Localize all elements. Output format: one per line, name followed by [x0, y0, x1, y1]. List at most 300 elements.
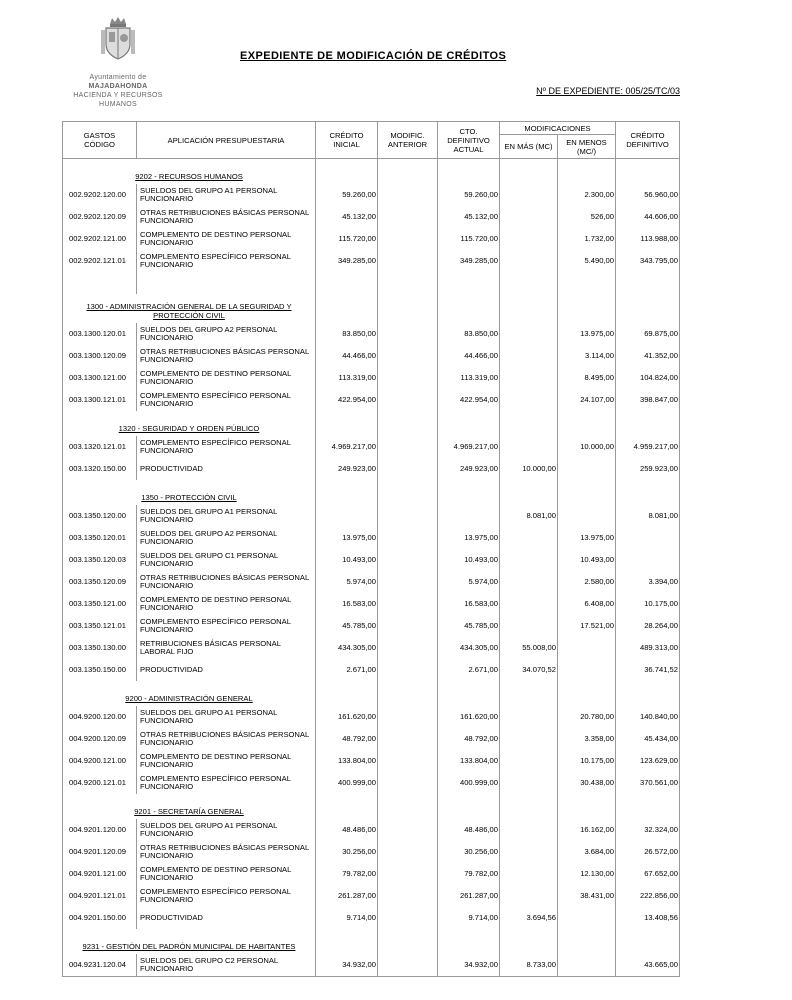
section-row	[63, 159, 680, 185]
row-cto-definitivo: 400.999,00	[438, 772, 500, 794]
table-row	[63, 841, 680, 863]
row-modific-anterior	[378, 206, 438, 228]
row-en-mas	[500, 593, 558, 615]
row-en-mas	[500, 571, 558, 593]
empty-cell	[438, 929, 500, 954]
row-credito-inicial: 4.969.217,00	[316, 436, 378, 458]
table-row	[63, 954, 680, 977]
row-description: SUELDOS DEL GRUPO A1 PERSONAL FUNCIONARIO	[137, 819, 316, 841]
col-en-menos: EN MENOS (MC/)	[558, 135, 616, 159]
row-credito-inicial: 16.583,00	[316, 593, 378, 615]
row-credito-definitivo: 44.606,00	[616, 206, 680, 228]
row-cto-definitivo: 4.969.217,00	[438, 436, 500, 458]
row-description: COMPLEMENTO DE DESTINO PERSONAL FUNCIONARIO	[137, 863, 316, 885]
empty-cell	[500, 294, 558, 323]
row-code: 003.1300.120.09	[63, 345, 137, 367]
row-en-menos: 3.114,00	[558, 345, 616, 367]
logo-line-4: HUMANOS	[99, 101, 137, 108]
row-en-mas	[500, 863, 558, 885]
section-title: 9201 - SECRETARÍA GENERAL	[63, 794, 316, 819]
row-code: 004.9201.121.00	[63, 863, 137, 885]
row-en-menos: 16.162,00	[558, 819, 616, 841]
row-credito-inicial: 9.714,00	[316, 907, 378, 929]
row-modific-anterior	[378, 885, 438, 907]
row-modific-anterior	[378, 184, 438, 206]
row-code: 004.9201.120.09	[63, 841, 137, 863]
empty-cell	[378, 929, 438, 954]
col-gastos-codigo: GASTOS CÓDIGO	[63, 122, 137, 159]
table-row	[63, 367, 680, 389]
row-en-menos	[558, 505, 616, 527]
empty-cell	[616, 929, 680, 954]
table-row	[63, 637, 680, 659]
row-code: 002.9202.120.09	[63, 206, 137, 228]
row-modific-anterior	[378, 323, 438, 345]
row-en-menos	[558, 954, 616, 977]
empty-cell	[378, 794, 438, 819]
row-code: 003.1350.120.09	[63, 571, 137, 593]
row-credito-definitivo: 398.847,00	[616, 389, 680, 411]
empty-cell	[316, 272, 378, 294]
row-code: 004.9200.120.00	[63, 706, 137, 728]
empty-cell	[558, 294, 616, 323]
row-en-mas	[500, 750, 558, 772]
row-modific-anterior	[378, 250, 438, 272]
row-en-menos: 8.495,00	[558, 367, 616, 389]
row-credito-definitivo: 140.840,00	[616, 706, 680, 728]
row-code: 004.9231.120.04	[63, 954, 137, 977]
row-description: COMPLEMENTO ESPECÍFICO PERSONAL FUNCIONARIO	[137, 885, 316, 907]
row-credito-inicial: 34.932,00	[316, 954, 378, 977]
row-en-mas	[500, 772, 558, 794]
empty-cell	[438, 681, 500, 706]
row-code: 002.9202.121.01	[63, 250, 137, 272]
row-code: 003.1350.120.03	[63, 549, 137, 571]
row-en-menos: 1.732,00	[558, 228, 616, 250]
row-cto-definitivo: 349.285,00	[438, 250, 500, 272]
row-cto-definitivo: 13.975,00	[438, 527, 500, 549]
table-row	[63, 250, 680, 272]
table-row	[63, 345, 680, 367]
document-title: EXPEDIENTE DE MODIFICACIÓN DE CRÉDITOS	[240, 50, 507, 62]
empty-cell	[500, 929, 558, 954]
row-credito-inicial: 44.466,00	[316, 345, 378, 367]
section-row	[63, 929, 680, 954]
row-cto-definitivo: 79.782,00	[438, 863, 500, 885]
row-description: SUELDOS DEL GRUPO C1 PERSONAL FUNCIONARIO	[137, 549, 316, 571]
table-row	[63, 772, 680, 794]
row-cto-definitivo: 45.785,00	[438, 615, 500, 637]
row-credito-definitivo: 56.960,00	[616, 184, 680, 206]
empty-cell	[378, 159, 438, 185]
row-credito-inicial: 349.285,00	[316, 250, 378, 272]
row-credito-definitivo: 45.434,00	[616, 728, 680, 750]
row-cto-definitivo: 422.954,00	[438, 389, 500, 411]
col-en-mas: EN MÁS (MC)	[500, 135, 558, 159]
row-modific-anterior	[378, 907, 438, 929]
row-cto-definitivo: 115.720,00	[438, 228, 500, 250]
row-credito-definitivo: 123.629,00	[616, 750, 680, 772]
row-cto-definitivo: 44.466,00	[438, 345, 500, 367]
col-aplicacion: APLICACIÓN PRESUPUESTARIA	[137, 122, 316, 159]
empty-cell	[378, 480, 438, 505]
empty-cell	[616, 159, 680, 185]
row-code: 003.1350.130.00	[63, 637, 137, 659]
row-credito-inicial: 434.305,00	[316, 637, 378, 659]
row-en-menos: 2.580,00	[558, 571, 616, 593]
row-en-mas: 8.081,00	[500, 505, 558, 527]
row-en-menos: 526,00	[558, 206, 616, 228]
row-credito-inicial: 5.974,00	[316, 571, 378, 593]
row-code: 003.1300.120.01	[63, 323, 137, 345]
section-row	[63, 681, 680, 706]
row-cto-definitivo: 48.792,00	[438, 728, 500, 750]
row-credito-definitivo: 104.824,00	[616, 367, 680, 389]
section-title: 9231 - GESTIÓN DEL PADRÓN MUNICIPAL DE HABITANTES	[63, 929, 316, 954]
row-cto-definitivo: 133.804,00	[438, 750, 500, 772]
row-description: OTRAS RETRIBUCIONES BÁSICAS PERSONAL FUNCIONARIO	[137, 841, 316, 863]
table-row	[63, 863, 680, 885]
row-code: 004.9201.121.01	[63, 885, 137, 907]
row-en-mas	[500, 323, 558, 345]
empty-cell	[500, 480, 558, 505]
row-credito-definitivo	[616, 549, 680, 571]
empty-cell	[500, 159, 558, 185]
row-cto-definitivo: 434.305,00	[438, 637, 500, 659]
empty-cell	[558, 159, 616, 185]
row-description: SUELDOS DEL GRUPO A1 PERSONAL FUNCIONARIO	[137, 184, 316, 206]
table-row	[63, 885, 680, 907]
row-cto-definitivo: 83.850,00	[438, 323, 500, 345]
empty-cell	[558, 272, 616, 294]
empty-cell	[378, 411, 438, 436]
empty-cell	[316, 294, 378, 323]
spacer-row	[63, 272, 680, 294]
row-description: OTRAS RETRIBUCIONES BÁSICAS PERSONAL FUNCIONARIO	[137, 206, 316, 228]
row-description: COMPLEMENTO ESPECÍFICO PERSONAL FUNCIONARIO	[137, 250, 316, 272]
row-credito-definitivo: 343.795,00	[616, 250, 680, 272]
table-row	[63, 615, 680, 637]
empty-cell	[378, 681, 438, 706]
row-en-menos: 5.490,00	[558, 250, 616, 272]
row-credito-definitivo: 113.988,00	[616, 228, 680, 250]
row-credito-definitivo: 41.352,00	[616, 345, 680, 367]
row-credito-definitivo: 489.313,00	[616, 637, 680, 659]
row-description: PRODUCTIVIDAD	[137, 659, 316, 681]
section-row	[63, 294, 680, 323]
table-row	[63, 819, 680, 841]
row-credito-definitivo: 4.959.217,00	[616, 436, 680, 458]
empty-cell	[558, 480, 616, 505]
logo-line-3: HACIENDA Y RECURSOS	[73, 92, 163, 99]
row-description: COMPLEMENTO ESPECÍFICO PERSONAL FUNCIONARIO	[137, 389, 316, 411]
empty-cell	[558, 411, 616, 436]
table-row	[63, 323, 680, 345]
row-cto-definitivo: 45.132,00	[438, 206, 500, 228]
empty-cell	[616, 294, 680, 323]
table-row	[63, 436, 680, 458]
logo-line-1: Ayuntamiento de	[89, 74, 147, 81]
section-title: 9202 - RECURSOS HUMANOS	[63, 159, 316, 185]
row-cto-definitivo: 30.256,00	[438, 841, 500, 863]
row-credito-definitivo: 32.324,00	[616, 819, 680, 841]
row-en-mas	[500, 841, 558, 863]
row-code: 004.9200.121.01	[63, 772, 137, 794]
row-description: COMPLEMENTO DE DESTINO PERSONAL FUNCIONARIO	[137, 367, 316, 389]
row-modific-anterior	[378, 728, 438, 750]
row-en-mas	[500, 206, 558, 228]
row-description: SUELDOS DEL GRUPO A2 PERSONAL FUNCIONARIO	[137, 323, 316, 345]
empty-cell	[316, 411, 378, 436]
row-cto-definitivo: 10.493,00	[438, 549, 500, 571]
row-cto-definitivo: 249.923,00	[438, 458, 500, 480]
table-row	[63, 571, 680, 593]
row-code: 003.1300.121.00	[63, 367, 137, 389]
table-row	[63, 527, 680, 549]
row-modific-anterior	[378, 549, 438, 571]
row-en-menos: 10.175,00	[558, 750, 616, 772]
empty-cell	[616, 681, 680, 706]
row-code: 003.1320.121.01	[63, 436, 137, 458]
row-credito-definitivo	[616, 527, 680, 549]
row-en-mas: 55.008,00	[500, 637, 558, 659]
empty-cell	[316, 794, 378, 819]
row-en-mas: 8.733,00	[500, 954, 558, 977]
table-body	[63, 159, 680, 977]
row-credito-inicial: 133.804,00	[316, 750, 378, 772]
row-cto-definitivo: 59.260,00	[438, 184, 500, 206]
col-modificaciones: MODIFICACIONES	[500, 122, 616, 135]
row-modific-anterior	[378, 593, 438, 615]
table-row	[63, 549, 680, 571]
row-modific-anterior	[378, 954, 438, 977]
empty-cell	[316, 480, 378, 505]
row-credito-inicial: 13.975,00	[316, 527, 378, 549]
row-credito-definitivo: 10.175,00	[616, 593, 680, 615]
row-description: SUELDOS DEL GRUPO C2 PERSONAL FUNCIONARIO	[137, 954, 316, 977]
row-credito-inicial: 422.954,00	[316, 389, 378, 411]
row-modific-anterior	[378, 863, 438, 885]
row-credito-inicial: 2.671,00	[316, 659, 378, 681]
table-row	[63, 750, 680, 772]
row-credito-definitivo: 8.081,00	[616, 505, 680, 527]
empty-cell	[378, 294, 438, 323]
row-modific-anterior	[378, 819, 438, 841]
empty-cell	[500, 272, 558, 294]
row-credito-inicial: 30.256,00	[316, 841, 378, 863]
empty-cell	[558, 794, 616, 819]
section-row	[63, 480, 680, 505]
section-title: 1350 - PROTECCIÓN CIVIL	[63, 480, 316, 505]
section-row	[63, 794, 680, 819]
row-en-menos	[558, 458, 616, 480]
empty-cell	[500, 411, 558, 436]
section-title: 1320 - SEGURIDAD Y ORDEN PÚBLICO	[63, 411, 316, 436]
row-en-mas	[500, 345, 558, 367]
row-description: COMPLEMENTO DE DESTINO PERSONAL FUNCIONARIO	[137, 593, 316, 615]
empty-cell	[616, 411, 680, 436]
row-cto-definitivo: 113.319,00	[438, 367, 500, 389]
row-code: 003.1350.120.00	[63, 505, 137, 527]
table-row	[63, 389, 680, 411]
row-modific-anterior	[378, 228, 438, 250]
row-credito-definitivo: 36.741,52	[616, 659, 680, 681]
row-credito-inicial: 45.785,00	[316, 615, 378, 637]
row-en-menos: 24.107,00	[558, 389, 616, 411]
row-credito-definitivo: 67.652,00	[616, 863, 680, 885]
row-cto-definitivo: 161.620,00	[438, 706, 500, 728]
row-description: SUELDOS DEL GRUPO A2 PERSONAL FUNCIONARIO	[137, 527, 316, 549]
row-modific-anterior	[378, 367, 438, 389]
expediente-number: Nº DE EXPEDIENTE: 005/25/TC/03	[536, 86, 680, 96]
empty-cell	[378, 272, 438, 294]
row-code: 003.1350.121.00	[63, 593, 137, 615]
table-row	[63, 184, 680, 206]
row-description: RETRIBUCIONES BÁSICAS PERSONAL LABORAL FIJO	[137, 637, 316, 659]
row-description: OTRAS RETRIBUCIONES BÁSICAS PERSONAL FUNCIONARIO	[137, 345, 316, 367]
row-en-mas	[500, 549, 558, 571]
row-description: PRODUCTIVIDAD	[137, 458, 316, 480]
row-credito-inicial: 83.850,00	[316, 323, 378, 345]
table-row	[63, 593, 680, 615]
row-credito-inicial: 161.620,00	[316, 706, 378, 728]
col-credito-definitivo: CRÉDITO DEFINITIVO	[616, 122, 680, 159]
row-description: COMPLEMENTO ESPECÍFICO PERSONAL FUNCIONARIO	[137, 436, 316, 458]
row-en-mas	[500, 615, 558, 637]
row-en-mas	[500, 885, 558, 907]
row-modific-anterior	[378, 505, 438, 527]
row-code: 004.9201.120.00	[63, 819, 137, 841]
table-row	[63, 505, 680, 527]
empty-cell	[616, 794, 680, 819]
row-modific-anterior	[378, 841, 438, 863]
row-code: 003.1350.121.01	[63, 615, 137, 637]
row-description: OTRAS RETRIBUCIONES BÁSICAS PERSONAL FUNCIONARIO	[137, 728, 316, 750]
row-credito-inicial: 113.319,00	[316, 367, 378, 389]
row-credito-inicial: 10.493,00	[316, 549, 378, 571]
row-credito-inicial: 48.792,00	[316, 728, 378, 750]
empty-cell	[558, 681, 616, 706]
row-modific-anterior	[378, 750, 438, 772]
row-en-mas: 3.694,56	[500, 907, 558, 929]
row-modific-anterior	[378, 345, 438, 367]
row-description: OTRAS RETRIBUCIONES BÁSICAS PERSONAL FUNCIONARIO	[137, 571, 316, 593]
row-credito-definitivo: 26.572,00	[616, 841, 680, 863]
row-credito-inicial: 79.782,00	[316, 863, 378, 885]
row-modific-anterior	[378, 389, 438, 411]
row-en-mas	[500, 728, 558, 750]
row-en-mas	[500, 228, 558, 250]
row-credito-definitivo: 69.875,00	[616, 323, 680, 345]
row-modific-anterior	[378, 571, 438, 593]
empty-cell	[438, 794, 500, 819]
row-modific-anterior	[378, 615, 438, 637]
row-modific-anterior	[378, 458, 438, 480]
col-cto-definitivo: CTO. DEFINITIVO ACTUAL	[438, 122, 500, 159]
row-en-menos	[558, 659, 616, 681]
row-credito-inicial: 400.999,00	[316, 772, 378, 794]
row-code: 003.1350.120.01	[63, 527, 137, 549]
table-row	[63, 659, 680, 681]
row-credito-definitivo: 28.264,00	[616, 615, 680, 637]
empty-cell	[438, 159, 500, 185]
row-cto-definitivo: 261.287,00	[438, 885, 500, 907]
row-code: 003.1300.121.01	[63, 389, 137, 411]
table-row	[63, 458, 680, 480]
empty-cell	[438, 294, 500, 323]
row-en-mas: 10.000,00	[500, 458, 558, 480]
municipal-logo	[62, 16, 174, 112]
row-en-menos: 20.780,00	[558, 706, 616, 728]
empty-cell	[558, 929, 616, 954]
row-modific-anterior	[378, 527, 438, 549]
row-cto-definitivo: 9.714,00	[438, 907, 500, 929]
row-en-mas	[500, 367, 558, 389]
row-en-menos: 6.408,00	[558, 593, 616, 615]
table-row	[63, 728, 680, 750]
row-description: PRODUCTIVIDAD	[137, 907, 316, 929]
row-en-menos: 10.000,00	[558, 436, 616, 458]
row-en-mas	[500, 389, 558, 411]
row-en-menos	[558, 907, 616, 929]
row-cto-definitivo: 2.671,00	[438, 659, 500, 681]
row-description: COMPLEMENTO ESPECÍFICO PERSONAL FUNCIONARIO	[137, 772, 316, 794]
row-en-mas	[500, 250, 558, 272]
row-credito-definitivo: 370.561,00	[616, 772, 680, 794]
col-credito-inicial: CRÉDITO INICIAL	[316, 122, 378, 159]
row-en-menos	[558, 637, 616, 659]
row-credito-inicial: 115.720,00	[316, 228, 378, 250]
row-credito-definitivo: 3.394,00	[616, 571, 680, 593]
empty-cell	[316, 681, 378, 706]
row-en-menos: 2.300,00	[558, 184, 616, 206]
row-modific-anterior	[378, 436, 438, 458]
row-en-menos: 3.684,00	[558, 841, 616, 863]
row-en-menos: 10.493,00	[558, 549, 616, 571]
row-description: COMPLEMENTO DE DESTINO PERSONAL FUNCIONARIO	[137, 228, 316, 250]
row-en-menos: 38.431,00	[558, 885, 616, 907]
empty-cell	[616, 272, 680, 294]
row-en-menos: 30.438,00	[558, 772, 616, 794]
empty-cell	[438, 480, 500, 505]
row-code: 004.9200.121.00	[63, 750, 137, 772]
row-modific-anterior	[378, 706, 438, 728]
row-credito-inicial: 249.923,00	[316, 458, 378, 480]
row-credito-inicial	[316, 505, 378, 527]
row-cto-definitivo	[438, 505, 500, 527]
empty-cell	[316, 929, 378, 954]
empty-cell	[438, 272, 500, 294]
row-code: 002.9202.121.00	[63, 228, 137, 250]
row-cto-definitivo: 16.583,00	[438, 593, 500, 615]
row-en-mas	[500, 527, 558, 549]
row-code: 002.9202.120.00	[63, 184, 137, 206]
table-row	[63, 706, 680, 728]
logo-line-2: MAJADAHONDA	[88, 83, 148, 90]
row-cto-definitivo: 34.932,00	[438, 954, 500, 977]
row-en-mas: 34.070,52	[500, 659, 558, 681]
section-row	[63, 411, 680, 436]
row-credito-definitivo: 222.856,00	[616, 885, 680, 907]
table-row	[63, 228, 680, 250]
table-header	[63, 122, 680, 159]
empty-cell	[316, 159, 378, 185]
row-en-mas	[500, 819, 558, 841]
empty-cell	[616, 480, 680, 505]
row-code: 004.9200.120.09	[63, 728, 137, 750]
row-cto-definitivo: 48.486,00	[438, 819, 500, 841]
table-row	[63, 206, 680, 228]
